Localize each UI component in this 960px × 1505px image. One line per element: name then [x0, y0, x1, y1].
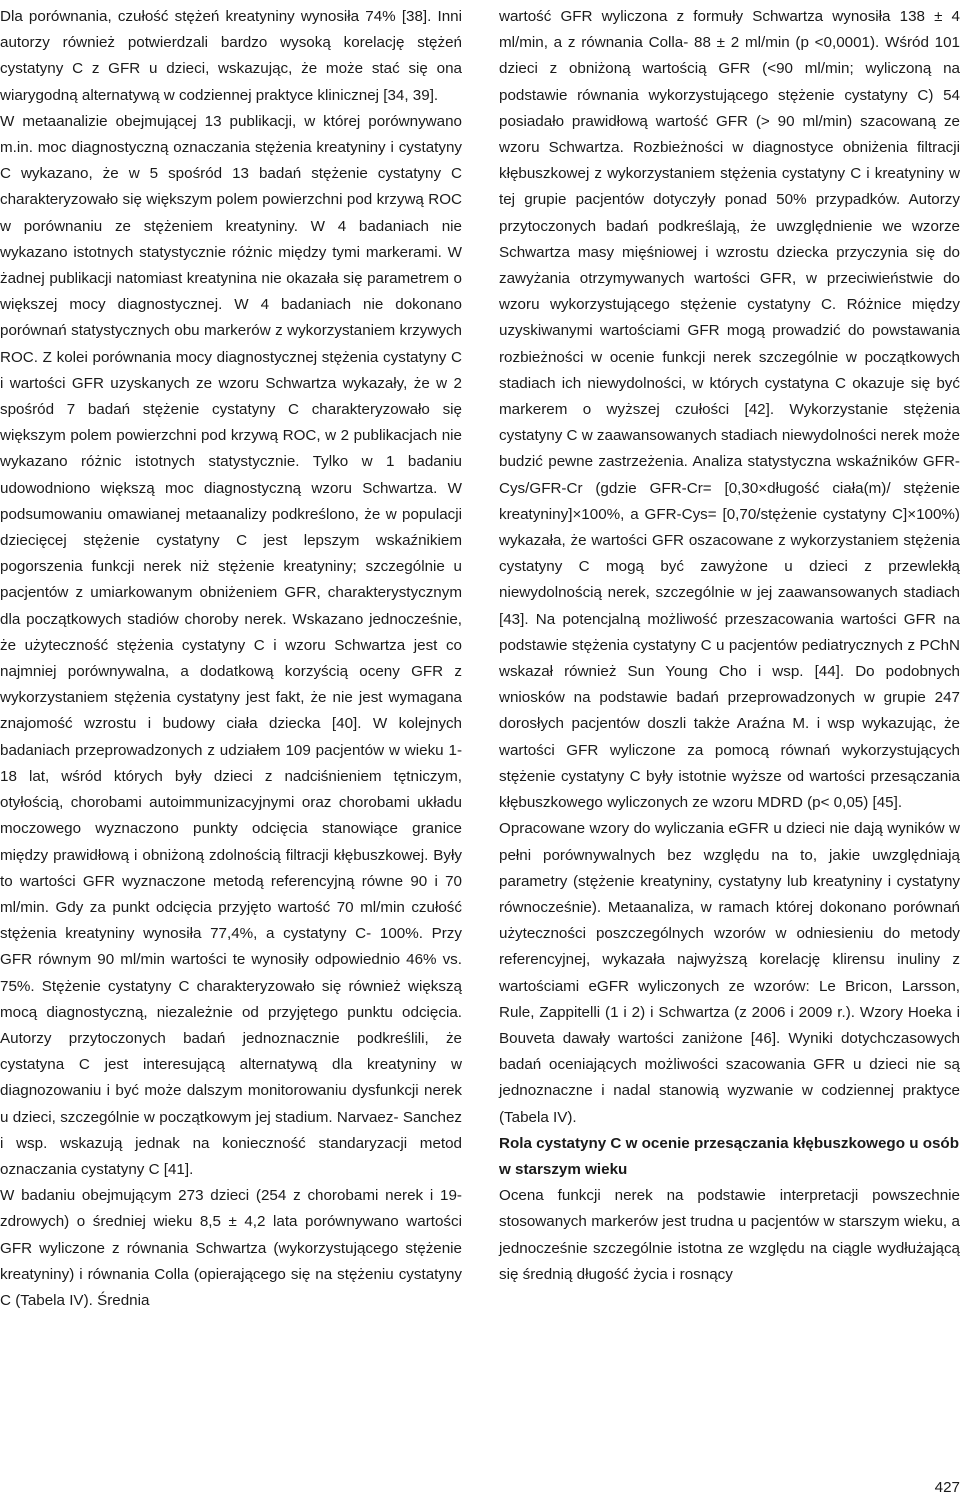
paragraph: Dla porównania, czułość stężeń kreatyniny wynosiła 74% [38]. Inni autorzy również potwierdzali bardzo wysoką korelację stężeń cystatyny C z GFR u dzieci, wskazując, że może stać się ona wiarygodną alternatywą w codziennej praktyce klinicznej [34, 39]. — [0, 8, 462, 104]
left-column — [0, 4, 462, 1314]
paragraph: W metaanalizie obejmującej 13 publikacji, w której porównywano m.in. moc diagnostyczną oznaczania stężenia kreatyniny i cystatyny C wykazano, że w 5 spośród 13 badań stężenie cystatyny C charakteryzowało się większym polem powierzchni pod krzywą ROC w porównaniu ze stężeniem kreatyniny. W 4 badaniach nie wykazano istotnych statystycznie różnic między tymi markerami. W żadnej publikacji natomiast kreatynina nie okazała się parametrem o większej mocy diagnostycznej. W 4 badaniach nie dokonano porównań statystycznych obu markerów z wykorzystaniem krzywych ROC. Z kolei porównania mocy diagnostycznej stężenia cystatyny C i wartości GFR uzyskanych ze wzoru Schwartza wykazały, że w 2 spośród 7 badań stężenie cystatyny C charakteryzowało się większym polem powierzchni pod krzywą ROC, w 2 publikacjach nie wykazano różnic istotnych statystycznie. Tylko w 1 badaniu udowodniono większą moc diagnostyczną wzoru Schwartza. W podsumowaniu omawianej metaanalizy podkreślono, że w populacji dziecięcej stężenie cystatyny C jest lepszym wskaźnikiem pogorszenia funkcji nerek niż stężenie kreatyniny; szczególnie u pacjentów z umiarkowanym obniżeniem GFR, charakterystycznym dla początkowych stadiów choroby nerek. Wskazano jednocześnie, że użyteczność stężenia cystatyny C i wzoru Schwartza jest co najmniej porównywalna, a dodatkową korzyścią oceny GFR z wykorzystaniem stężenia cystatyny jest fakt, że nie jest wymagana znajomość wzrostu i budowy ciała dziecka [40]. W kolejnych badaniach przeprowadzonych z udziałem 109 pacjentów w wieku 1- 18 lat, wśród których były dzieci z nadciśnieniem tętniczym, otyłością, chorobami autoimmunizacyjnymi oraz chorobami układu moczowego wyznaczono punkty odcięcia stanowiące granice między prawidłową i obniżoną zdolnością filtracji kłębuszkowej. Były to wartości GFR wyznaczone metodą referencyjną równe 90 i 70 ml/min. Gdy za punkt odcięcia przyjęto wartość 70 ml/min czułość stężenia kreatyniny wynosiła 77,4%, a cystatyny C- 100%. Przy GFR równym 90 ml/min wartości te wynosiły odpowiednio 46% vs. 75%. Stężenie cystatyny C charakteryzowało się również większą mocą diagnostyczną, niezależnie od przyjętego punktu odcięcia. Autorzy przytoczonych badań jednoznacznie podkreślili, że cystatyna C jest interesującą alternatywą dla kreatyniny w diagnozowaniu i być może dalszym monitorowaniu dysfunkcji nerek u dzieci, szczególnie w początkowym jej stadium. Narvaez- Sanchez i wsp. wskazują jednak na konieczność standaryzacji metod oznaczania cystatyny C [41]. — [0, 112, 462, 1178]
paragraph: W badaniu obejmującym 273 dzieci (254 z chorobami nerek i 19- zdrowych) o średniej wieku 8,5 ± 4,2 lata porównywano wartości GFR wyliczone z równania Schwartza (wykorzystującego stężenie kreatyniny) i równania Colla (opierającego się na stężeniu cystatyny C (Tabela IV). Średnia — [0, 1187, 462, 1309]
page-number: 427 — [934, 1479, 960, 1496]
paragraph: Opracowane wzory do wyliczania eGFR u dzieci nie dają wyników w pełni porównywalnych bez względu na to, jakie uwzględniają parametry (stężenie kreatyniny, cystatyny lub kreatyniny i cystatyny równocześnie). Metaanaliza, w ramach której dokonano porównań użyteczności poszczególnych wzorów w odniesieniu do metody referencyjnej, wykazała najwyższą korelację klirensu inuliny z wartościami eGFR wyliczonych ze wzorów: Le Bricon, Larsson, Rule, Zappitelli (1 i 2) i Schwartza (z 2006 i 2009 r.). Wzory Hoeka i Bouveta dawały wartości zaniżone [46]. Wyniki dotychczasowych badań oceniających możliwości szacowania GFR u dzieci nie są jednoznaczne i nadal stanowią wyzwanie w codziennej praktyce (Tabela IV). — [499, 820, 960, 1126]
right-column — [499, 4, 960, 1288]
paragraph: Ocena funkcji nerek na podstawie interpretacji powszechnie stosowanych markerów jest trudna u pacjentów w starszym wieku, a jednocześnie szczególnie istotna ze względu na ciągle wydłużającą się średnią długość życia i rosnący — [499, 1187, 960, 1283]
section-heading: Rola cystatyny C w ocenie przesączania kłębuszkowego u osób w starszym wieku — [499, 1134, 959, 1178]
paragraph: wartość GFR wyliczona z formuły Schwartza wynosiła 138 ± 4 ml/min, a z równania Colla- 88 ± 2 ml/min (p <0,0001). Wśród 101 dzieci z obniżoną wartością GFR (<90 ml/min; wyliczoną na podstawie równania wykorzystującego stężenie cystatyny C) 54 posiadało prawidłową wartość GFR (> 90 ml/min) szacowaną ze wzoru Schwartza. Rozbieżności w diagnostyce obniżenia filtracji kłębuszkowej z wykorzystaniem stężenia cystatyny C i kreatyniny w tej grupie pacjentów dotyczyły ponad 50% przypadków. Autorzy przytoczonych badań podkreślają, że uwzględnienie we wzorze Schwartza masy mięśniowej i wzrostu dziecka przyczynia się do zawyżania otrzymywanych wartości GFR, w przeciwieństwie do wzoru wykorzystującego stężenie cystatyny C. Różnice między uzyskiwanymi wartościami GFR mogą prowadzić do powstawania rozbieżności w ocenie funkcji nerek szczególnie w początkowych stadiach ich niewydolności, w których cystatyna C okazuje się być markerem o wyższej czułości [42]. Wykorzystanie stężenia cystatyny C w zaawansowanych stadiach niewydolności nerek może budzić pewne zastrzeżenia. Analiza statystyczna wskaźników GFR-Cys/GFR-Cr (gdzie GFR-Cr= [0,30×długość ciała(m)/ stężenie kreatyniny]×100%, a GFR-Cys= [0,70/stężenie cystatyny C]×100%) wykazała, że wartości GFR oszacowane z wykorzystaniem stężenia cystatyny C mogą być zawyżone u dzieci z przewlekłą niewydolnością nerek, szczególnie w jej zaawansowanych stadiach [43]. Na potencjalną możliwość przeszacowania wartości GFR na podstawie stężenia cystatyny C u pacjentów pediatrycznych z PChN wskazał również Sun Young Cho i wsp. [44]. Do podobnych wniosków na podstawie badań przeprowadzonych w grupie 247 dorosłych pacjentów doszli także Araźna M. i wsp wykazując, że wartości GFR wyliczone za pomocą równań wykorzystujących stężenie cystatyny C były istotnie wyższe od wartości przesączania kłębuszkowego wyliczonych ze wzoru MDRD (p< 0,05) [45]. — [499, 8, 960, 812]
